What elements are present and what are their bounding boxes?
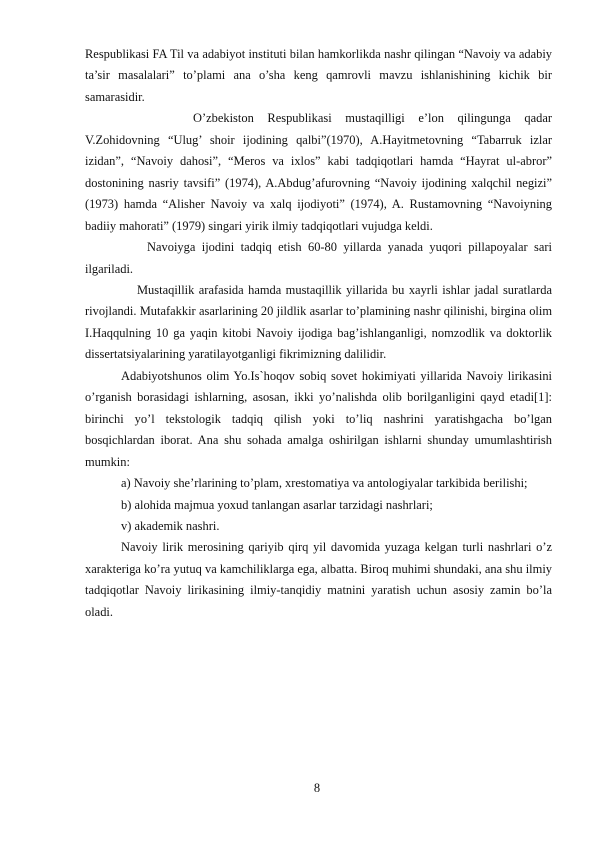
paragraph-1: Respublikasi FA Til va adabiyot instituti bilan hamkorlikda nashr qilingan “Navoiy va adabiy ta’sir masalalari” to’plami ana o’sha keng qamrovli mavzu ishlanishining kichik bir samarasidir. [85, 47, 552, 104]
list-item-a: a) Navoiy she’rlarining to’plam, xrestomatiya va antologiyalar tarkibida berilishi; [121, 476, 528, 491]
page-number: 8 [313, 781, 321, 795]
list-item-b: b) alohida majmua yoxud tanlangan asarlar tarzidagi nashrlari; [121, 497, 433, 512]
document-body [85, 44, 552, 623]
paragraph-6: Navoiy lirik merosining qariyib qirq yil davomida yuzaga kelgan turli nashrlari o’z xarakteriga ko’ra yutuq va kamchiliklarga ega, albatta. Biroq muhimi shundaki, ana shu ilmiy tadqiqotlar Navoiy lirikasining ilmiy-tanqidiy matnini yaratish uchun asosiy zamin bo’la oladi. [85, 540, 552, 619]
paragraph-3: Navoiyga ijodini tadqiq etish 60-80 yillarda yanada yuqori pillapoyalar sari ilgariladi. [85, 240, 552, 276]
paragraph-5: Adabiyotshunos olim Yo.Is`hoqov sobiq sovet hokimiyati yillarida Navoiy lirikasini o’rganish borasidagi ishlarning, asosan, ikki yo’nalishda olib borilganligini qayd etadi[1]: birinchi yo’l tekstologik tadqiq qilish yoki to’liq nashrini yaratishgacha bo’lgan bosqichlardan iborat. Ana shu sohada amalga oshirilgan ishlarni shunday umumlashtirish mumkin: [85, 368, 552, 469]
paragraph-2: O’zbekiston Respublikasi mustaqilligi e’lon qilingunga qadar V.Zohidovning “Ulug’ shoir ijodining qalbi”(1970), A.Hayitmetovning “Tabarruk izlar izidan”, “Navoiy dahosi”, “Meros va ixlos” kabi tadqiqotlari hamda “Hayrat ul-abror” dostonining nasriy tavsifi” (1974), A.Abdug’afurovning “Navoiy ijodining xalqchil negizi” (1973) hamda “Alisher Navoiy va xalq ijodiyoti” (1974), A. Rustamovning “Navoiyning badiiy mahorati” (1979) singari yirik ilmiy tadqiqotlari vujudga keldi. [85, 111, 552, 233]
paragraph-4: Mustaqillik arafasida hamda mustaqillik yillarida bu xayrli ishlar jadal suratlarda rivojlandi. Mutafakkir asarlarining 20 jildlik asarlar to’plamining nashr qilinishi, birgina olim I.Haqqulning 10 ga yaqin kitobi Navoiy ijodiga bag’ishlanganligi, nomzodlik va doktorlik dissertatsiyalarining yaratilayotganligi fikrimizning dalilidir. [85, 282, 552, 362]
list-item-v: v) akademik nashri. [121, 518, 220, 533]
